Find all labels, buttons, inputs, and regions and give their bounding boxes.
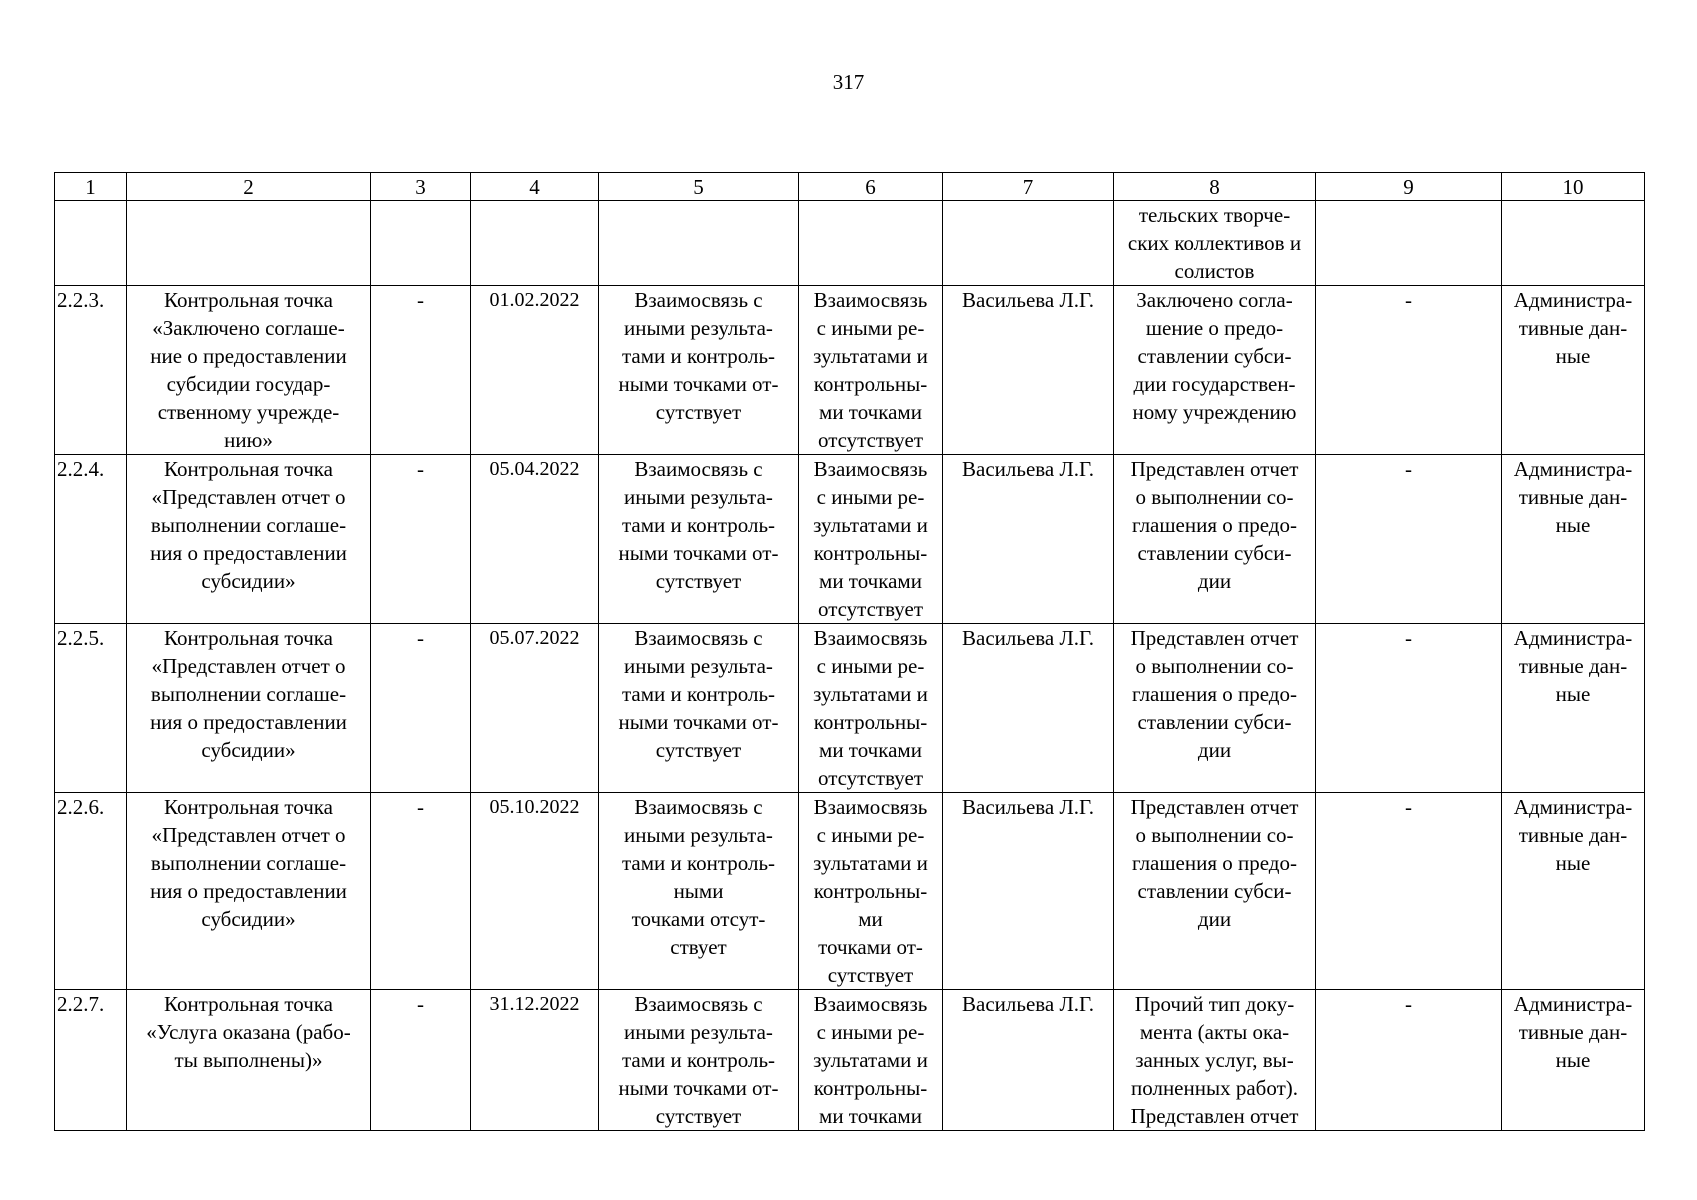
source-cell: Администра- тивные дан- ные <box>1502 286 1645 455</box>
result-cell: Представлен отчет о выполнении со- глашения о предо- ставлении субси- дии <box>1114 793 1316 990</box>
column-number-header-row <box>55 173 1645 201</box>
control-point-name: Контрольная точка «Представлен отчет о выполнении соглаше- ния о предоставлении субсидии» <box>127 624 371 793</box>
date-cell: 05.04.2022 <box>471 455 599 624</box>
col3-cell: - <box>371 624 471 793</box>
header-cell: 4 <box>471 173 599 201</box>
col5-cell: Взаимосвязь с иными результа- тами и контроль- ными точками от- сутствует <box>599 624 799 793</box>
header-cell: 1 <box>55 173 127 201</box>
result-cell: Прочий тип доку- мента (акты ока- занных услуг, вы- полненных работ). Представлен отчет <box>1114 990 1316 1131</box>
responsible-cell: Васильева Л.Г. <box>943 624 1114 793</box>
responsible-cell: Васильева Л.Г. <box>943 455 1114 624</box>
table-row <box>55 286 1645 455</box>
empty-cell <box>1502 201 1645 286</box>
col9-cell: - <box>1316 624 1502 793</box>
empty-cell <box>55 201 127 286</box>
control-point-name: Контрольная точка «Представлен отчет о выполнении соглаше- ния о предоставлении субсидии» <box>127 793 371 990</box>
empty-cell <box>943 201 1114 286</box>
col6-cell: Взаимосвязь с иными ре- зультатами и контрольны- ми точками отсутствует <box>799 455 943 624</box>
col3-cell: - <box>371 990 471 1131</box>
responsible-cell: Васильева Л.Г. <box>943 286 1114 455</box>
col6-cell: Взаимосвязь с иными ре- зультатами и контрольны- ми точками от- сутствует <box>799 793 943 990</box>
date-cell: 05.07.2022 <box>471 624 599 793</box>
col3-cell: - <box>371 286 471 455</box>
page-number: 317 <box>832 70 865 94</box>
date-cell: 05.10.2022 <box>471 793 599 990</box>
responsible-cell: Васильева Л.Г. <box>943 990 1114 1131</box>
col6-cell: Взаимосвязь с иными ре- зультатами и контрольны- ми точками отсутствует <box>799 286 943 455</box>
result-cell: Заключено согла- шение о предо- ставлении субси- дии государствен- ному учреждению <box>1114 286 1316 455</box>
date-cell: 01.02.2022 <box>471 286 599 455</box>
continuation-row <box>55 201 1645 286</box>
header-cell: 7 <box>943 173 1114 201</box>
empty-cell <box>371 201 471 286</box>
empty-cell <box>471 201 599 286</box>
header-cell: 6 <box>799 173 943 201</box>
control-point-name: Контрольная точка «Заключено соглаше- ние о предоставлении субсидии государ- ственному учрежде- нию» <box>127 286 371 455</box>
header-cell: 2 <box>127 173 371 201</box>
header-cell: 8 <box>1114 173 1316 201</box>
row-number: 2.2.4. <box>55 455 127 624</box>
col9-cell: - <box>1316 793 1502 990</box>
col9-cell: - <box>1316 455 1502 624</box>
control-point-name: Контрольная точка «Услуга оказана (рабо- ты выполнены)» <box>127 990 371 1131</box>
col9-cell: - <box>1316 990 1502 1131</box>
header-cell: 5 <box>599 173 799 201</box>
header-cell: 10 <box>1502 173 1645 201</box>
col5-cell: Взаимосвязь с иными результа- тами и контроль- ными точками от- сутствует <box>599 455 799 624</box>
col6-cell: Взаимосвязь с иными ре- зультатами и контрольны- ми точками отсутствует <box>799 624 943 793</box>
header-cell: 9 <box>1316 173 1502 201</box>
header-cell: 3 <box>371 173 471 201</box>
col3-cell: - <box>371 455 471 624</box>
responsible-cell: Васильева Л.Г. <box>943 793 1114 990</box>
control-point-name: Контрольная точка «Представлен отчет о выполнении соглаше- ния о предоставлении субсидии» <box>127 455 371 624</box>
control-points-table <box>54 172 1645 1131</box>
empty-cell <box>127 201 371 286</box>
row-number: 2.2.5. <box>55 624 127 793</box>
table-row <box>55 990 1645 1131</box>
col6-cell: Взаимосвязь с иными ре- зультатами и контрольны- ми точками <box>799 990 943 1131</box>
result-cell: Представлен отчет о выполнении со- глашения о предо- ставлении субси- дии <box>1114 624 1316 793</box>
continuation-result-cell: тельских творче- ских коллективов и солистов <box>1114 201 1316 286</box>
empty-cell <box>799 201 943 286</box>
source-cell: Администра- тивные дан- ные <box>1502 624 1645 793</box>
col5-cell: Взаимосвязь с иными результа- тами и контроль- ными точками от- сутствует <box>599 990 799 1131</box>
source-cell: Администра- тивные дан- ные <box>1502 793 1645 990</box>
col9-cell: - <box>1316 286 1502 455</box>
source-cell: Администра- тивные дан- ные <box>1502 455 1645 624</box>
col5-cell: Взаимосвязь с иными результа- тами и контроль- ными точками от- сутствует <box>599 286 799 455</box>
empty-cell <box>1316 201 1502 286</box>
date-cell: 31.12.2022 <box>471 990 599 1131</box>
result-cell: Представлен отчет о выполнении со- глашения о предо- ставлении субси- дии <box>1114 455 1316 624</box>
table-row <box>55 624 1645 793</box>
col5-cell: Взаимосвязь с иными результа- тами и контроль- ными точками отсут- ствует <box>599 793 799 990</box>
col3-cell: - <box>371 793 471 990</box>
row-number: 2.2.3. <box>55 286 127 455</box>
row-number: 2.2.6. <box>55 793 127 990</box>
row-number: 2.2.7. <box>55 990 127 1131</box>
table-row <box>55 793 1645 990</box>
empty-cell <box>599 201 799 286</box>
source-cell: Администра- тивные дан- ные <box>1502 990 1645 1131</box>
table-row <box>55 455 1645 624</box>
